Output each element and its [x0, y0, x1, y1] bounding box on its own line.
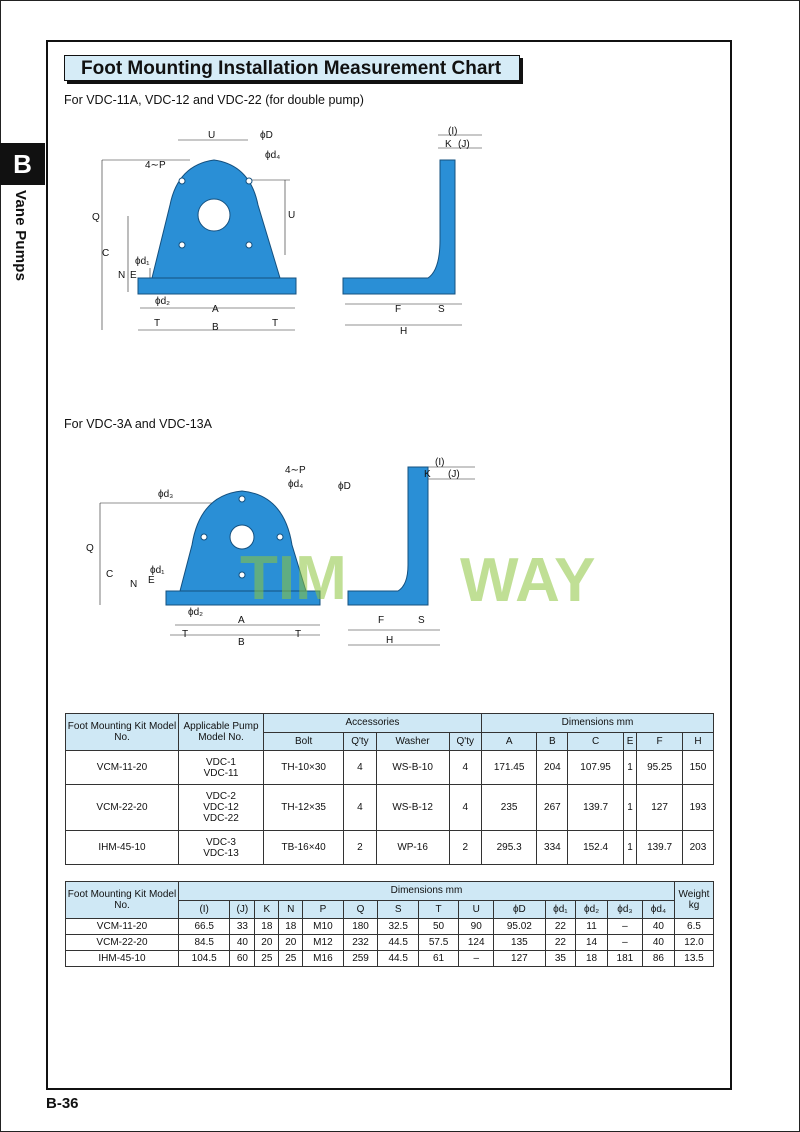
- t2-col: N: [279, 900, 303, 919]
- dim2-C: C: [106, 569, 114, 580]
- t1-bolt: TB-16×40: [264, 831, 344, 865]
- t2-h-kit: Foot Mounting Kit Model No.: [66, 882, 179, 919]
- t1-A: 235: [481, 785, 536, 831]
- t2-kit: VCM-22-20: [66, 935, 179, 951]
- t1-E: 1: [623, 751, 636, 785]
- t1-col-bq: Q'ty: [344, 732, 376, 751]
- t1-col-wq: Q'ty: [449, 732, 481, 751]
- t2-weight: 13.5: [675, 951, 714, 967]
- t2-cell: 20: [255, 935, 279, 951]
- t2-h-weight: Weight kg: [675, 882, 714, 919]
- table-row: [66, 785, 714, 831]
- t2-cell: 57.5: [418, 935, 458, 951]
- t1-col-E: E: [623, 732, 636, 751]
- t2-cell: 124: [459, 935, 494, 951]
- t2-col: T: [418, 900, 458, 919]
- t1-H: 203: [682, 831, 713, 865]
- section-tab: [0, 143, 45, 185]
- t1-h-pump: Applicable Pump Model No.: [179, 714, 264, 751]
- t2-cell: 35: [545, 951, 576, 967]
- t2-cell: 25: [255, 951, 279, 967]
- t1-col-bolt: Bolt: [264, 732, 344, 751]
- dim-J: (J): [458, 139, 470, 150]
- dim2-A: A: [238, 615, 245, 626]
- t2-cell: 61: [418, 951, 458, 967]
- t2-cell: 18: [255, 919, 279, 935]
- dim2-Q: Q: [86, 543, 94, 554]
- dim2-phiD: ϕD: [338, 481, 351, 492]
- dim2-phid4: ϕd₄: [288, 479, 304, 490]
- dim-phid1: ϕd₁: [135, 256, 150, 267]
- dim-E: E: [130, 270, 137, 281]
- dim2-J: (J): [448, 469, 460, 480]
- t2-cell: 95.02: [494, 919, 545, 935]
- dim-B: B: [212, 322, 219, 333]
- dim-phiD: ϕD: [260, 130, 273, 141]
- t2-kit: IHM-45-10: [66, 951, 179, 967]
- section-side-label: [6, 190, 36, 300]
- table-row: [66, 935, 714, 951]
- t2-col: P: [303, 900, 343, 919]
- t2-col: ϕd₁: [545, 900, 576, 919]
- t2-cell: 104.5: [179, 951, 230, 967]
- t1-col-A: A: [481, 732, 536, 751]
- section-title: Vane Pumps: [12, 190, 29, 282]
- t2-col: (I): [179, 900, 230, 919]
- dim2-N: N: [130, 579, 138, 590]
- t2-cell: 90: [459, 919, 494, 935]
- t1-wq: 4: [449, 785, 481, 831]
- dim-I: (I): [448, 126, 458, 137]
- section-letter: B: [13, 148, 32, 179]
- accessories-table: [65, 713, 714, 865]
- t1-col-B: B: [537, 732, 568, 751]
- dim2-T-left: T: [182, 629, 189, 640]
- diagram-vdc3: [80, 455, 500, 655]
- t1-pump: VDC-2: [205, 791, 236, 802]
- t2-cell: 180: [343, 919, 378, 935]
- dim-P: 4∼P: [145, 160, 166, 171]
- dim-S: S: [438, 304, 445, 315]
- t1-A: 295.3: [481, 831, 536, 865]
- page-number: B-36: [46, 1095, 79, 1112]
- t2-cell: 232: [343, 935, 378, 951]
- dim-F: F: [395, 304, 402, 315]
- t1-pump: VDC-22: [203, 813, 239, 824]
- subtitle-double-pump: For VDC-11A, VDC-12 and VDC-22 (for double pump): [64, 93, 364, 107]
- t2-cell: 66.5: [179, 919, 230, 935]
- t2-cell: 40: [642, 919, 674, 935]
- t2-cell: 20: [279, 935, 303, 951]
- t2-cell: M10: [303, 919, 343, 935]
- t1-washer: WS-B-12: [376, 785, 449, 831]
- t2-col: (J): [230, 900, 255, 919]
- t2-cell: 14: [576, 935, 608, 951]
- dim2-E: E: [148, 575, 155, 586]
- t1-bolt: TH-12×35: [264, 785, 344, 831]
- t1-h-acc: Accessories: [264, 714, 482, 733]
- t2-col: S: [378, 900, 418, 919]
- t1-col-C: C: [568, 732, 623, 751]
- watermark-left: TIM: [240, 544, 347, 613]
- t2-col: ϕd₂: [576, 900, 608, 919]
- t1-F: 95.25: [637, 751, 683, 785]
- t2-cell: 60: [230, 951, 255, 967]
- t2-cell: 11: [576, 919, 608, 935]
- t2-h-dim: Dimensions mm: [179, 882, 675, 901]
- dim2-T-right: T: [295, 629, 302, 640]
- dim-U-top: U: [208, 130, 216, 141]
- dim-T-left: T: [154, 318, 161, 329]
- t1-E: 1: [623, 785, 636, 831]
- table-row: [66, 951, 714, 967]
- t2-cell: 22: [545, 919, 576, 935]
- t1-B: 204: [537, 751, 568, 785]
- t2-col: ϕD: [494, 900, 545, 919]
- dim2-K: K: [424, 469, 431, 480]
- t1-kit: VCM-22-20: [66, 785, 179, 831]
- t1-kit: VCM-11-20: [66, 751, 179, 785]
- t1-A: 171.45: [481, 751, 536, 785]
- t2-cell: 259: [343, 951, 378, 967]
- t1-B: 267: [537, 785, 568, 831]
- t2-cell: –: [607, 935, 642, 951]
- t1-h-dim: Dimensions mm: [481, 714, 713, 733]
- t1-wq: 4: [449, 751, 481, 785]
- t2-cell: –: [607, 919, 642, 935]
- dim-phid4: ϕd₄: [265, 150, 281, 161]
- dim-C: C: [102, 248, 110, 259]
- dim-N: N: [118, 270, 126, 281]
- t1-H: 150: [682, 751, 713, 785]
- t2-col: ϕd₄: [642, 900, 674, 919]
- dim2-P: 4∼P: [285, 465, 306, 476]
- t2-cell: 18: [279, 919, 303, 935]
- dim2-H: H: [386, 635, 394, 646]
- dim2-phid1: ϕd₁: [150, 565, 165, 576]
- t1-bq: 2: [344, 831, 376, 865]
- dim2-I: (I): [435, 457, 445, 468]
- t2-kit: VCM-11-20: [66, 919, 179, 935]
- diagram-double-pump: [90, 120, 490, 340]
- t1-bq: 4: [344, 785, 376, 831]
- t2-cell: –: [459, 951, 494, 967]
- t2-cell: 18: [576, 951, 608, 967]
- t1-col-H: H: [682, 732, 713, 751]
- watermark-right-text: WAY: [460, 546, 596, 615]
- t1-h-kit: Foot Mounting Kit Model No.: [66, 714, 179, 751]
- t1-C: 139.7: [568, 785, 623, 831]
- t1-pump: VDC-11: [203, 767, 239, 779]
- t2-cell: 22: [545, 935, 576, 951]
- t1-pump: VDC-13: [203, 847, 239, 859]
- t1-C: 107.95: [568, 751, 623, 785]
- t2-cell: 181: [607, 951, 642, 967]
- t2-cell: 44.5: [378, 935, 418, 951]
- table-row: [66, 751, 714, 785]
- dim-T-right: T: [272, 318, 279, 329]
- t2-cell: 40: [642, 935, 674, 951]
- t1-washer: WS-B-10: [376, 751, 449, 785]
- t1-B: 334: [537, 831, 568, 865]
- dim-A: A: [212, 304, 219, 315]
- page-title: Foot Mounting Installation Measurement Chart: [64, 55, 520, 81]
- dim2-B: B: [238, 637, 245, 648]
- t1-bq: 4: [344, 751, 376, 785]
- table-row: [66, 919, 714, 935]
- dim-phid2: ϕd₂: [155, 296, 171, 307]
- table-row: [66, 831, 714, 865]
- t2-col: Q: [343, 900, 378, 919]
- t2-cell: 32.5: [378, 919, 418, 935]
- t1-pump: VDC-12: [203, 802, 239, 813]
- dim-H: H: [400, 326, 408, 337]
- t1-E: 1: [623, 831, 636, 865]
- t1-wq: 2: [449, 831, 481, 865]
- dim-U-side: U: [288, 210, 296, 221]
- t2-col: ϕd₃: [607, 900, 642, 919]
- t1-washer: WP-16: [376, 831, 449, 865]
- t2-cell: 86: [642, 951, 674, 967]
- t2-col: K: [255, 900, 279, 919]
- t1-pump: VDC-1: [205, 756, 236, 768]
- t2-weight: 6.5: [675, 919, 714, 935]
- t2-cell: 44.5: [378, 951, 418, 967]
- t1-col-washer: Washer: [376, 732, 449, 751]
- t2-cell: 84.5: [179, 935, 230, 951]
- dim2-phid3: ϕd₃: [158, 489, 174, 500]
- t1-C: 152.4: [568, 831, 623, 865]
- t2-cell: M16: [303, 951, 343, 967]
- t1-bolt: TH-10×30: [264, 751, 344, 785]
- t1-kit: IHM-45-10: [66, 831, 179, 865]
- t2-cell: 50: [418, 919, 458, 935]
- t2-cell: 40: [230, 935, 255, 951]
- t1-H: 193: [682, 785, 713, 831]
- t1-F: 127: [637, 785, 683, 831]
- dimensions-table: [65, 881, 714, 967]
- t1-col-F: F: [637, 732, 683, 751]
- t1-pump: VDC-3: [205, 836, 236, 848]
- dim-Q: Q: [92, 212, 100, 223]
- dim2-phid2: ϕd₂: [188, 607, 204, 618]
- t2-cell: 127: [494, 951, 545, 967]
- t1-F: 139.7: [637, 831, 683, 865]
- t2-cell: M12: [303, 935, 343, 951]
- t2-col: U: [459, 900, 494, 919]
- t2-cell: 135: [494, 935, 545, 951]
- dim2-F: F: [378, 615, 385, 626]
- t2-cell: 33: [230, 919, 255, 935]
- t2-cell: 25: [279, 951, 303, 967]
- t2-weight: 12.0: [675, 935, 714, 951]
- subtitle-vdc3: For VDC-3A and VDC-13A: [64, 417, 212, 431]
- dim-K: K: [445, 139, 452, 150]
- dim2-S: S: [418, 615, 425, 626]
